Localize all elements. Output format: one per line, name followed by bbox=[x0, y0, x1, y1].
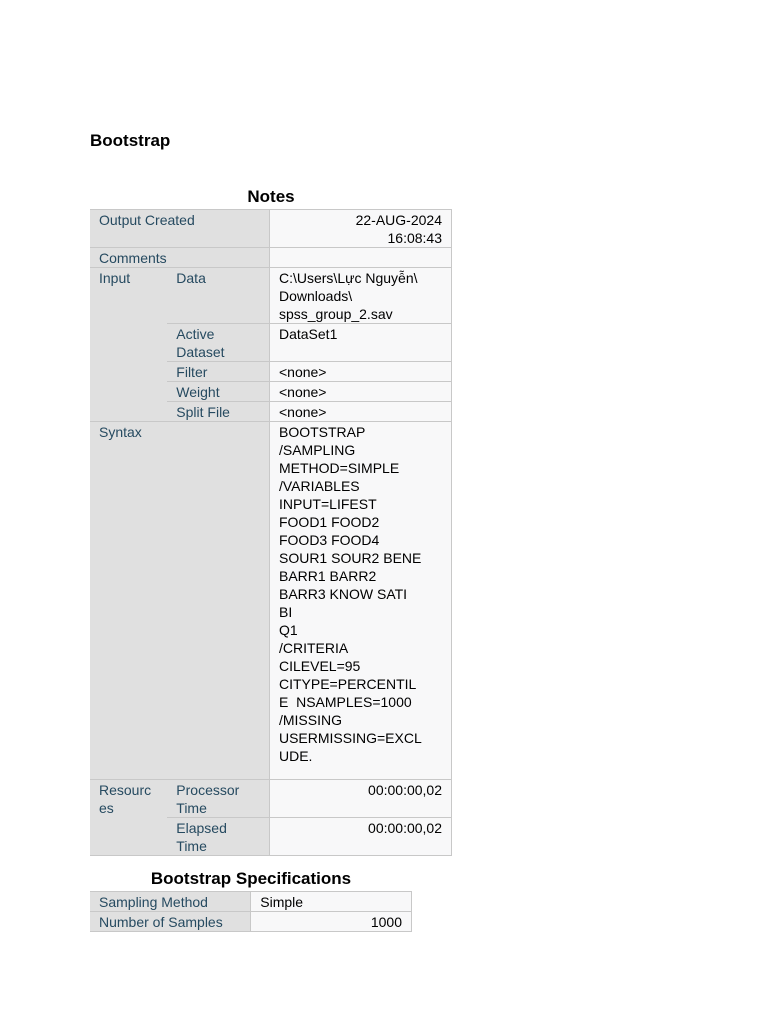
specifications-table-title: Bootstrap Specifications bbox=[150, 869, 352, 888]
syntax-label: Syntax bbox=[90, 422, 269, 780]
table-row bbox=[90, 912, 412, 932]
active-dataset-label: Active Dataset bbox=[167, 324, 269, 362]
specifications-table bbox=[90, 891, 412, 932]
sampling-method-label: Sampling Method bbox=[90, 892, 251, 912]
number-of-samples-label: Number of Samples bbox=[90, 912, 251, 932]
output-created-label: Output Created bbox=[90, 210, 269, 248]
elapsed-time-label: Elapsed Time bbox=[167, 818, 269, 856]
data-label: Data bbox=[167, 268, 269, 324]
number-of-samples-value: 1000 bbox=[251, 912, 412, 932]
data-file-path: C:\Users\Lực Nguyễn\ Downloads\ spss_group_2.sav bbox=[269, 268, 451, 324]
weight-label: Weight bbox=[167, 382, 269, 402]
weight-value: <none> bbox=[269, 382, 451, 402]
comments-value bbox=[269, 248, 451, 268]
processor-time-label: Processor Time bbox=[167, 780, 269, 818]
syntax-value: BOOTSTRAP /SAMPLING METHOD=SIMPLE /VARIABLES INPUT=LIFEST FOOD1 FOOD2 FOOD3 FOOD4 SOUR1 SOUR2 BENE BARR1 BARR2 BARR3 KNOW SATI BI Q1 /CRITERIA CILEVEL=95 CITYPE=PERCENTIL E NSAMPLES=1000 /MISSING USERMISSING=EXCL UDE. bbox=[269, 422, 451, 780]
table-row bbox=[90, 780, 452, 818]
table-row bbox=[90, 210, 452, 248]
filter-label: Filter bbox=[167, 362, 269, 382]
notes-table bbox=[90, 209, 452, 856]
table-row bbox=[90, 422, 452, 780]
input-group-label: Input bbox=[90, 268, 167, 422]
split-file-label: Split File bbox=[167, 402, 269, 422]
processor-time-value: 00:00:00,02 bbox=[269, 780, 451, 818]
resources-group-label: Resourc es bbox=[90, 780, 167, 856]
active-dataset-value: DataSet1 bbox=[269, 324, 451, 362]
sampling-method-value: Simple bbox=[251, 892, 412, 912]
notes-table-title: Notes bbox=[247, 187, 295, 206]
elapsed-time-value: 00:00:00,02 bbox=[269, 818, 451, 856]
comments-label: Comments bbox=[90, 248, 269, 268]
table-row bbox=[90, 892, 412, 912]
output-created-value: 22-AUG-2024 16:08:43 bbox=[269, 210, 451, 248]
filter-value: <none> bbox=[269, 362, 451, 382]
split-file-value: <none> bbox=[269, 402, 451, 422]
table-row bbox=[90, 248, 452, 268]
table-row bbox=[90, 268, 452, 324]
page-title: Bootstrap bbox=[90, 131, 171, 150]
